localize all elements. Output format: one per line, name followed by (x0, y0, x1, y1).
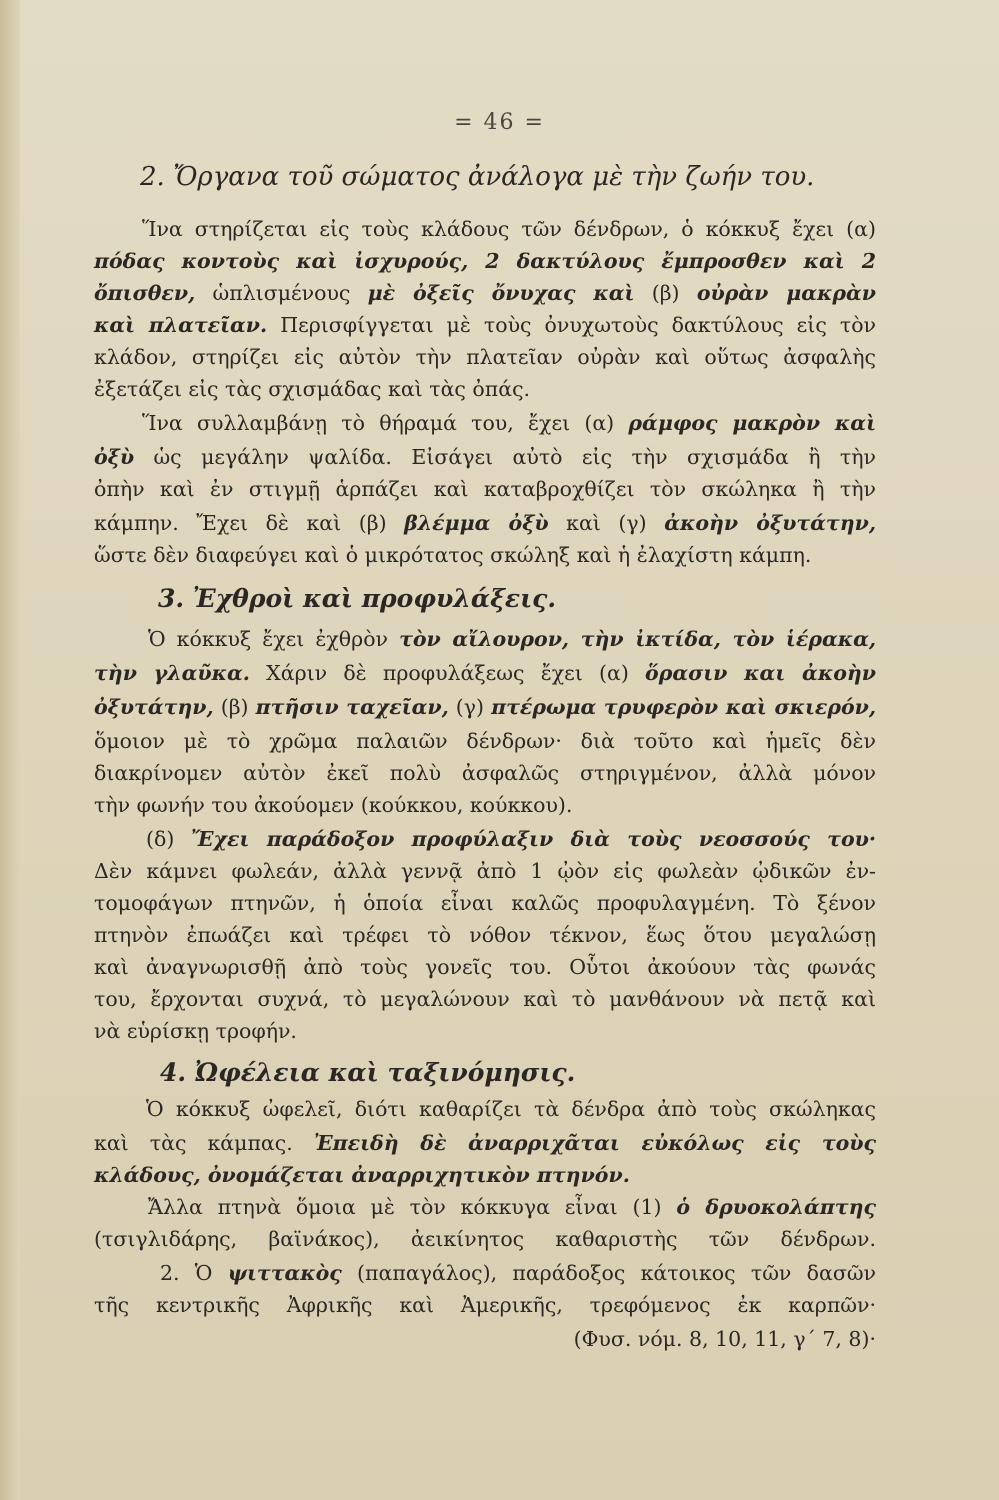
text-line: τῆς κεντρικῆς Ἀφρικῆς καὶ Ἀμερικῆς, τρεφόμενος ἐκ καρπῶν· (94, 1293, 876, 1317)
text-line: νὰ εὑρίσκῃ τροφήν. (94, 1019, 297, 1043)
text-line: Ἄλλα πτηνὰ ὅμοια μὲ τὸν κόκκυγα εἶναι (1) ὁ δρυοκολάπτης (148, 1195, 876, 1219)
text-line: ὥστε δὲν διαφεύγει καὶ ὁ μικρότατος σκώληξ καὶ ἡ ἐλαχίστη κάμπη. (94, 543, 812, 567)
text-line: καὶ τὰς κάμπας. Ἐπειδὴ δὲ ἀναρριχᾶται εὐκόλως εἰς τοὺς (94, 1131, 877, 1155)
text-line: (δ) Ἔχει παράδοξον προφύλαξιν διὰ τοὺς νεοσσούς του· (146, 827, 877, 851)
section-2-heading: 2. Ὄργανα τοῦ σώματος ἀνάλογα μὲ τὴν ζωήν του. (140, 162, 815, 192)
text-line: Δὲν κάμνει φωλεάν, ἀλλὰ γεννᾷ ἀπὸ 1 ᾠὸν εἰς φωλεὰν ᾠδικῶν ἐν- (94, 859, 876, 883)
text-line: ὀπὴν καὶ ἐν στιγμῇ ἁρπάζει καὶ καταβροχθίζει τὸν σκώληκα ἢ τὴν (94, 477, 876, 501)
page-number: = 46 = (454, 110, 545, 135)
text-line: τομοφάγων πτηνῶν, ἡ ὁποία εἶναι καλῶς προφυλαγμένη. Τὸ ξένον (94, 891, 876, 915)
text-line: Ἵνα συλλαμβάνῃ τὸ θήραμά του, ἔχει (α) ράμφος μακρὸν καὶ (142, 411, 876, 435)
text-line: κάμπην. Ἔχει δὲ καὶ (β) βλέμμα ὀξὺ καὶ (γ) ἀκοὴν ὀξυτάτην, (94, 511, 876, 535)
text-line: ὄπισθεν, ὡπλισμένους μὲ ὀξεῖς ὄνυχας καὶ (β) οὐρὰν μακρὰν (94, 281, 877, 305)
text-line: τὴν φωνήν του ἀκούομεν (κούκκου, κούκκου). (94, 793, 573, 817)
section-3-heading: 3. Ἐχθροὶ καὶ προφυλάξεις. (158, 584, 557, 613)
text-line: ὀξὺ ὡς μεγάλην ψαλίδα. Εἰσάγει αὐτὸ εἰς τὴν σχισμάδα ἢ τὴν (94, 445, 876, 469)
text-line: ἐξετάζει εἰς τὰς σχισμάδας καὶ τὰς ὀπάς. (94, 377, 531, 401)
text-line: καὶ ἀναγνωρισθῇ ἀπὸ τοὺς γονεῖς του. Οὗτοι ἀκούουν τὰς φωνάς (94, 955, 876, 979)
text-line: διακρίνομεν αὐτὸν ἐκεῖ πολὺ ἀσφαλῶς στηριγμένον, ἀλλὰ μόνον (94, 761, 876, 785)
text-line: πτηνὸν ἐπωάζει καὶ τρέφει τὸ νόθον τέκνον, ἕως ὅτου μεγαλώσῃ (94, 923, 876, 947)
text-line: καὶ πλατεῖαν. Περισφίγγεται μὲ τοὺς ὀνυχωτοὺς δακτύλους εἰς τὸν (94, 313, 876, 337)
text-line: πόδας κοντοὺς καὶ ἰσχυρούς, 2 δακτύλους ἔμπροσθεν καὶ 2 (94, 249, 876, 273)
text-line: κλάδους, ὀνομάζεται ἀναρριχητικὸν πτηνόν. (94, 1163, 630, 1187)
text-line: (τσιγλιδάρης, βαϊνάκος), ἀεικίνητος καθαριστὴς τῶν δένδρων. (94, 1227, 876, 1251)
text-line: (Φυσ. νόμ. 8, 10, 11, γ΄ 7, 8)· (573, 1327, 876, 1351)
text-line: Ὁ κόκκυξ ἔχει ἐχθρὸν τὸν αἴλουρον, τὴν ἰκτίδα, τὸν ἱέρακα, (148, 627, 877, 651)
text-line: 2. Ὁ ψιττακὸς (παπαγάλος), παράδοξος κάτοικος τῶν δασῶν (160, 1261, 876, 1285)
text-line: τὴν γλαῦκα. Χάριν δὲ προφυλάξεως ἔχει (α) ὅρασιν και ἀκοὴν (94, 661, 876, 685)
page-binding-shadow (0, 0, 20, 1500)
text-line: ὀξυτάτην, (β) πτῆσιν ταχεῖαν, (γ) πτέρωμα τρυφερὸν καὶ σκιερόν, (94, 695, 876, 719)
section-4-heading: 4. Ὠφέλεια καὶ ταξινόμησις. (160, 1058, 576, 1087)
text-line: ὅμοιον μὲ τὸ χρῶμα παλαιῶν δένδρων· διὰ τοῦτο καὶ ἡμεῖς δὲν (94, 729, 876, 753)
text-line: του, ἔρχονται συχνά, τὸ μεγαλώνουν καὶ τὸ μανθάνουν νὰ πετᾷ καὶ (94, 987, 876, 1011)
text-line: Ἵνα στηρίζεται εἰς τοὺς κλάδους τῶν δένδρων, ὁ κόκκυξ ἔχει (α) (142, 217, 876, 241)
text-line: Ὁ κόκκυξ ὠφελεῖ, διότι καθαρίζει τὰ δένδρα ἀπὸ τοὺς σκώληκας (146, 1097, 876, 1121)
text-line: κλάδον, στηρίζει εἰς αὐτὸν τὴν πλατεῖαν οὐρὰν καὶ οὕτως ἀσφαλὴς (94, 345, 876, 369)
